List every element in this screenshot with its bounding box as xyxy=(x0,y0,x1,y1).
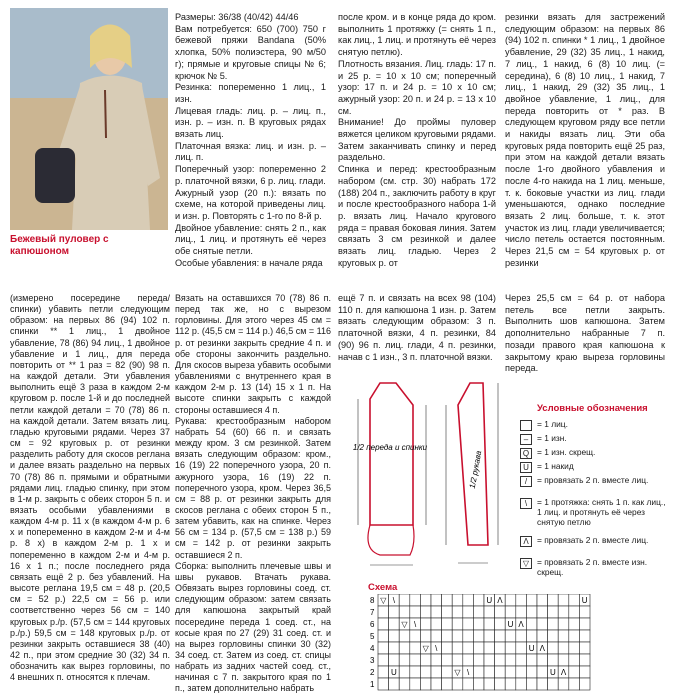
chart-cell xyxy=(463,618,474,630)
chart-row-label: 1 xyxy=(370,680,375,689)
legend-text: = провязать 2 п. вместе изн. скрещ. xyxy=(537,557,648,577)
chart-cell xyxy=(410,654,421,666)
chart-cell xyxy=(442,618,453,630)
chart-cell xyxy=(505,678,516,690)
chart-cell xyxy=(378,606,389,618)
chart-cell xyxy=(399,678,410,690)
chart-cell xyxy=(558,678,569,690)
chart-cell xyxy=(399,666,410,678)
chart-cell xyxy=(473,630,484,642)
pattern-drawing xyxy=(338,375,513,575)
legend-text: = 1 изн. скрещ. xyxy=(537,447,596,457)
chart-cell xyxy=(389,642,400,654)
chart-cell xyxy=(452,678,463,690)
chart-row-label: 5 xyxy=(370,632,375,641)
chart-cell xyxy=(431,594,442,606)
chart-cell xyxy=(452,618,463,630)
text-column-4: (измерено посередине переда/спинки) убавить петли следующим образом: на первых 86 (94) 102 п. спинки ** 1 лиц., 1 двойное убавление, 78 (86) 94 лиц., 1 двойное убавление и 1 лиц., для переда повторить от ** 1 раз = 82 (90) 98 п. на каждой детали. Эти убавления выполнить ещё 3 раза в каждом 2-м круговом р. после 1-й и до последней петли каждой детали = 70 (78) 86 п. на каждой детали. Затем вязать лиц. гладью круговыми рядами. Через 37 см = 92 круговых р. от резинки разделить работу для скосов реглана и далее вязать раздельно на первых 70 (78) 86 п. прямыми и обратными рядами лиц. гладью спинку, при этом в 1-м р. закрыть с обеих сторон 5 п. и вязать особыми убавлениями в каждом 4-м р. 11 х (в каждом 4-м р. 6 х и попеременно в каждом 2-м и 4-м р. 8 х) в каждом 2-м р. 1 х и попеременно в каждом 2-м и 4-м р. 16 х 1 п.; после последнего ряда связать ещё 2 р. без убавлений. На высоте реглана 19,5 см = 48 р. (20,5 см = 52 р.) 22,5 см = 56 р. или соответственно через 56 см = 140 круговых р./р. (57,5 см = 144 круговых р./р.) 59,5 см = 148 круговых р./р. от резинки закрыть оставшиеся 38 (40) 42 п., при этом средние 30 (32) 34 п. обозначить как вырез горловины, по 4 внешних п. относятся к плечам. xyxy=(10,293,170,683)
chart-cell xyxy=(463,606,474,618)
chart-cell xyxy=(452,642,463,654)
chart-row-label: 7 xyxy=(370,608,375,617)
sleeve-label: 1/2 рукава xyxy=(467,449,484,490)
chart-symbol: \ xyxy=(413,620,417,629)
chart-cell xyxy=(473,654,484,666)
front-back-label: 1/2 переда и спинки xyxy=(352,443,428,452)
chart-cell xyxy=(378,678,389,690)
chart-cell xyxy=(526,606,537,618)
chart-cell xyxy=(516,606,527,618)
chart-cell xyxy=(505,666,516,678)
legend-symbol: U xyxy=(520,462,532,473)
chart-cell xyxy=(399,594,410,606)
text-column-6: ещё 7 п. и связать на всех 98 (104) 110 п. для капюшона 1 изн. р. Затем вязать следующим образом: 3 п. платочной вязки, 4 п. резинки, 84 (90) 96 п. лиц. глади, 4 п. резинки, начав с 1 изн., 3 п. платочной вязки. xyxy=(338,293,496,362)
chart-cell xyxy=(537,666,548,678)
chart-cell xyxy=(484,630,495,642)
chart-cell xyxy=(569,606,580,618)
chart-cell xyxy=(389,678,400,690)
chart-cell xyxy=(442,654,453,666)
chart-cell xyxy=(442,606,453,618)
chart-cell xyxy=(505,654,516,666)
chart-symbol: U xyxy=(486,596,493,605)
chart-cell xyxy=(548,618,559,630)
photo-caption: Бежевый пуловер с капюшоном xyxy=(10,234,109,257)
chart-cell xyxy=(526,618,537,630)
chart-cell xyxy=(452,594,463,606)
chart-cell xyxy=(410,642,421,654)
chart-cell xyxy=(548,678,559,690)
chart-cell xyxy=(420,606,431,618)
text-column-3: резинки вязать для застрежений следующим образом: на первых 86 (94) 102 п. спинки * 1 лиц., 1 двойное убавление, 29 (32) 35 лиц., 1 накид, 7 лиц., 1 накид, 6 (8) 10 лиц. (= середина), 6 (8) 10 лиц., 1 накид, 7 лиц., 1 накид, 29 (32) 35 лиц., 1 двойное убавление, 1 лиц., для переда повторить от * раз. В следующем круговом ряду все петли и накиды вязать лиц. Эти оба круговых ряда повторить ещё 25 раз, при этом на каждой детали вязать после 1-го двойного убавления и после 4-го накида на 1 лиц. меньше, т. к. боковые участки из лиц. глади уменьшаются, однако последние вязать 2 лиц. больше, т. к. этот участок из лиц. глади увеличивается; число петель остается постоянным. Через 21,5 см = 54 круговых р. от резинки xyxy=(505,12,665,268)
chart-symbol: ▽ xyxy=(401,620,408,629)
chart-cell xyxy=(431,678,442,690)
chart-cell xyxy=(431,666,442,678)
chart-symbol: Λ xyxy=(518,620,524,629)
chart-cell xyxy=(463,642,474,654)
chart-symbol: U xyxy=(507,620,514,629)
chart-cell xyxy=(516,630,527,642)
chart-symbol: U xyxy=(550,668,556,677)
chart-cell xyxy=(389,630,400,642)
chart-cell xyxy=(463,654,474,666)
chart-cell xyxy=(579,606,590,618)
chart-cell xyxy=(495,630,506,642)
chart-cell xyxy=(410,630,421,642)
text-column-2: после кром. и в конце ряда до кром. выполнить 1 протяжку (= снять 1 п., как лиц., 1 лиц. и протянуть её через снятую петлю). Плотность вязания. Лиц. гладь: 17 п. и 25 р. = 10 х 10 см; поперечный узор: 17 п. и 24 р. = 10 х 10 см; ажурный узор: 20 п. и 24 р. = 13 х 10 см. Внимание! До проймы пуловер вяжется целиком круговыми рядами. Затем заканчивать спинку и перед раздельно. Спинка и перед: крестообразным набором (см. стр. 30) набрать 172 (188) 204 п., заключить работу в круг и после крестообразного набора 1-й р. вязать лиц. Начало кругового ряда = правая боковая линия. Затем связать 3 см резинкой и далее вязать лиц. гладью. Через 2 круговых р. от xyxy=(338,12,496,268)
legend-text: = провязать 2 п. вместе лиц. xyxy=(537,475,649,485)
chart-symbol: \ xyxy=(435,644,438,653)
chart-cell xyxy=(558,654,569,666)
chart-symbol: Λ xyxy=(497,596,503,605)
chart-cell xyxy=(431,630,442,642)
chart-cell xyxy=(399,606,410,618)
chart-cell xyxy=(410,594,421,606)
chart-cell xyxy=(569,654,580,666)
chart-cell xyxy=(399,654,410,666)
chart-cell xyxy=(431,654,442,666)
chart-cell xyxy=(579,618,590,630)
text-column-5: Вязать на оставшихся 70 (78) 86 п. перед так же, но с вырезом горловины. Для этого через 45 см = 112 р. (45,5 см = 114 р.) 46,5 см = 116 р. от резинки закрыть средние 4 п. и обе стороны закончить раздельно. Для скосов выреза убавить особыми убавлениями с внутреннего края в каждом 2-м р. 13 (14) 15 х 1 п. На высоте спинки закрыть с каждой стороны оставшиеся 4 п. Рукава: крестообразным набором набрать 54 (60) 66 п. и связать между кром. 3 см резинкой. Затем вязать следующим образом: кром., 16 (19) 22 поперечного узора, 20 п. ажурного узора, 16 (19) 22 п. поперечного узора, кром. Через 36,5 см = 88 р. от резинки закрыть для скосов реглана с обеих сторон 5 п., затем убавить, как на спинке. Через 56 см = 134 р. (57,5 см = 138 р.) 59 см = 142 р. от резинки закрыть оставшиеся 2 п. Сборка: выполнить плечевые швы и швы рукавов. Втачать рукава. Обвязать вырез горловины соед. ст. следующим образом: затем связать для капюшона закрытый край посередине переда 1 соед. ст., на косые края по 27 (29) 31 соед. ст. и на вырез горловины спинки 30 (32) 34 соед. ст. Затем из соед. ст. спицы набрать из задних частей соед. ст., начиная с 7 п. закрытого края по 1 п., затем дополнительно набрать xyxy=(175,293,331,694)
chart-cell xyxy=(516,678,527,690)
chart-symbol: U xyxy=(528,644,535,653)
chart-cell xyxy=(537,678,548,690)
chart-cell xyxy=(420,678,431,690)
chart-cell xyxy=(420,666,431,678)
chart-symbol: Λ xyxy=(560,668,567,677)
chart-cell xyxy=(569,618,580,630)
legend-symbol: / xyxy=(520,476,532,487)
chart-cell xyxy=(495,618,506,630)
chart-cell xyxy=(505,594,516,606)
text-column-7: Через 25,5 см = 64 р. от набора петель все петли закрыть. Выполнить шов капюшона. Затем дополнительно набранные 7 п. позади правого края капюшона к закрытому краю выреза горловины переда. xyxy=(505,293,665,374)
legend-text: = 1 лиц. xyxy=(537,419,568,429)
chart-cell xyxy=(473,642,484,654)
chart-cell xyxy=(569,594,580,606)
chart-cell xyxy=(526,594,537,606)
chart-cell xyxy=(558,642,569,654)
chart-cell xyxy=(569,666,580,678)
chart-cell xyxy=(558,630,569,642)
chart-cell xyxy=(452,630,463,642)
chart-cell xyxy=(442,642,453,654)
chart-cell xyxy=(579,642,590,654)
chart-cell xyxy=(420,594,431,606)
chart-cell xyxy=(442,630,453,642)
knitting-chart xyxy=(368,594,603,694)
chart-symbol: U xyxy=(391,668,397,677)
chart-cell xyxy=(537,654,548,666)
chart-cell xyxy=(548,630,559,642)
chart-cell xyxy=(548,654,559,666)
chart-cell xyxy=(378,654,389,666)
chart-cell xyxy=(484,654,495,666)
chart-cell xyxy=(389,654,400,666)
legend-text: = 1 накид xyxy=(537,461,574,471)
chart-cell xyxy=(558,606,569,618)
chart-cell xyxy=(484,678,495,690)
chart-cell xyxy=(431,618,442,630)
chart-cell xyxy=(410,666,421,678)
chart-symbol: ▽ xyxy=(422,644,429,653)
chart-symbol: \ xyxy=(466,668,470,677)
chart-cell xyxy=(378,666,389,678)
chart-row-label: 4 xyxy=(370,644,375,653)
chart-cell xyxy=(526,678,537,690)
chart-cell xyxy=(537,594,548,606)
chart-cell xyxy=(399,642,410,654)
chart-cell xyxy=(484,606,495,618)
chart-cell xyxy=(526,630,537,642)
chart-cell xyxy=(558,594,569,606)
chart-cell xyxy=(537,630,548,642)
chart-cell xyxy=(569,678,580,690)
chart-cell xyxy=(484,642,495,654)
chart-cell xyxy=(579,666,590,678)
chart-cell xyxy=(505,630,516,642)
chart-cell xyxy=(463,678,474,690)
chart-cell xyxy=(378,642,389,654)
chart-cell xyxy=(442,678,453,690)
chart-cell xyxy=(420,654,431,666)
chart-cell xyxy=(473,618,484,630)
chart-cell xyxy=(505,642,516,654)
chart-cell xyxy=(526,654,537,666)
chart-cell xyxy=(442,594,453,606)
chart-cell xyxy=(548,642,559,654)
legend-text: = 1 протяжка: снять 1 п. как лиц., 1 лиц. и протянуть её через снятую петлю xyxy=(537,497,666,527)
chart-cell xyxy=(495,642,506,654)
chart-cell xyxy=(569,630,580,642)
chart-cell xyxy=(516,594,527,606)
legend-symbol xyxy=(520,420,532,431)
chart-cell xyxy=(473,606,484,618)
chart-cell xyxy=(420,630,431,642)
chart-cell xyxy=(410,678,421,690)
legend-symbol: Λ xyxy=(520,536,532,547)
chart-cell xyxy=(463,630,474,642)
chart-cell xyxy=(537,618,548,630)
chart-cell xyxy=(484,666,495,678)
chart-symbol: U xyxy=(581,596,588,605)
chart-cell xyxy=(495,666,506,678)
legend-text: = 1 изн. xyxy=(537,433,567,443)
legend-symbol: ▽ xyxy=(520,558,532,569)
chart-cell xyxy=(495,678,506,690)
chart-cell xyxy=(431,606,442,618)
chart-cell xyxy=(452,606,463,618)
chart-cell xyxy=(389,618,400,630)
model-illustration xyxy=(10,8,168,230)
chart-cell xyxy=(473,678,484,690)
chart-cell xyxy=(516,642,527,654)
legend-symbol: Q xyxy=(520,448,532,459)
legend-text: = провязать 2 п. вместе лиц. xyxy=(537,535,649,545)
chart-cell xyxy=(473,594,484,606)
chart-cell xyxy=(389,606,400,618)
chart-cell xyxy=(442,666,453,678)
chart-cell xyxy=(537,606,548,618)
chart-grid xyxy=(368,594,603,694)
chart-cell xyxy=(579,654,590,666)
chart-row-label: 3 xyxy=(370,656,375,665)
chart-row-label: 8 xyxy=(370,596,375,605)
chart-cell xyxy=(505,606,516,618)
chart-cell xyxy=(473,666,484,678)
chart-row-label: 2 xyxy=(370,668,375,677)
chart-symbol: ▽ xyxy=(380,596,387,605)
chart-cell xyxy=(452,654,463,666)
chart-cell xyxy=(484,618,495,630)
chart-cell xyxy=(548,594,559,606)
chart-cell xyxy=(463,594,474,606)
chart-cell xyxy=(420,618,431,630)
chart-cell xyxy=(516,654,527,666)
legend-symbol: – xyxy=(520,434,532,445)
chart-cell xyxy=(579,678,590,690)
scheme-title: Схема xyxy=(368,582,398,593)
chart-cell xyxy=(410,606,421,618)
chart-row-label: 6 xyxy=(370,620,375,629)
chart-cell xyxy=(526,666,537,678)
chart-cell xyxy=(569,642,580,654)
legend-symbol: \ xyxy=(520,498,532,509)
product-photo xyxy=(10,8,168,230)
legend-title: Условные обозначения xyxy=(537,403,648,414)
text-column-1: Размеры: 36/38 (40/42) 44/46 Вам потребуется: 650 (700) 750 г бежевой пряжи Bandana (50% хлопка, 50% полиэстера, 90 м/50 г); прямые и круговые спицы № 6; крючок № 5. Резинка: попеременно 1 лиц., 1 изн. Лицевая гладь: лиц. р. – лиц. п., изн. р. – изн. п. В круговых рядах вязать лиц. Платочная вязка: лиц. и изн. р. – лиц. п. Поперечный узор: попеременно 2 р. платочной вязки, 6 р. лиц. глади. Ажурный узор (20 п.): вязать по схеме, на которой приведены лиц. и изн. р. Повторять с 1-го по 8-й р. Двойное убавление: снять 2 п., как лиц., 1 лиц. и протянуть её через обе снятые петли. Особые убавления: в начале ряда xyxy=(175,12,326,268)
chart-cell xyxy=(516,666,527,678)
chart-cell xyxy=(378,618,389,630)
chart-symbol: Λ xyxy=(539,644,545,653)
chart-cell xyxy=(558,618,569,630)
chart-cell xyxy=(495,654,506,666)
chart-symbol: \ xyxy=(392,596,396,605)
chart-cell xyxy=(579,630,590,642)
chart-symbol: ▽ xyxy=(454,668,461,677)
chart-cell xyxy=(495,606,506,618)
chart-cell xyxy=(399,630,410,642)
chart-cell xyxy=(378,630,389,642)
chart-cell xyxy=(548,606,559,618)
